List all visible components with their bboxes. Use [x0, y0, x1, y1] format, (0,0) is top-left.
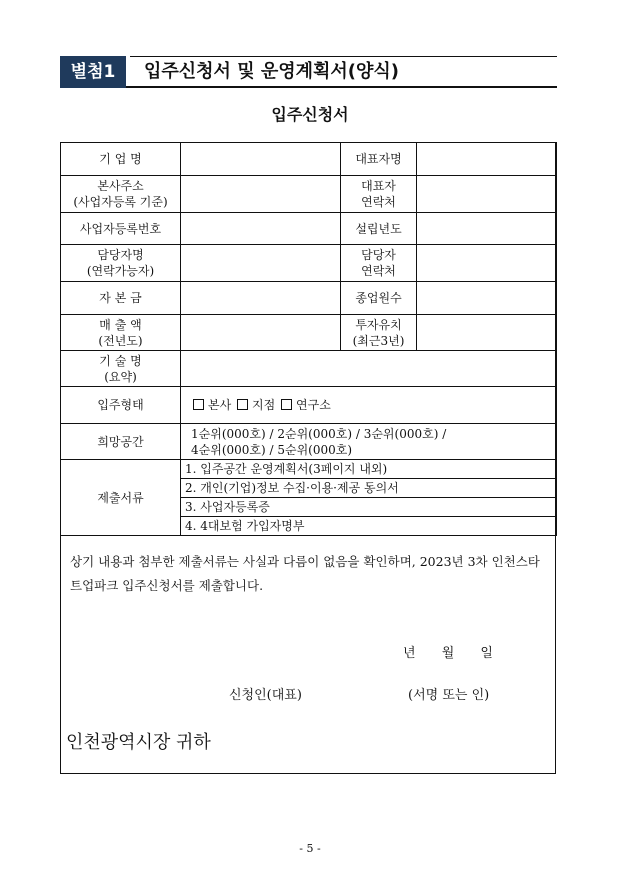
sales-field[interactable]	[181, 315, 341, 351]
employees-field[interactable]	[417, 282, 557, 315]
attachment-badge: 별첨1	[60, 56, 126, 88]
doc-item-1: 1. 입주공간 운영계획서(3페이지 내외)	[181, 460, 556, 479]
signature-label: (서명 또는 인)	[408, 688, 490, 703]
section-title: 입주신청서 및 운영계획서(양식)	[144, 61, 400, 82]
sales-label	[61, 315, 181, 351]
hq-address-label	[61, 176, 181, 213]
ceo-name-label: 대표자명	[341, 143, 417, 176]
date-line: 년 월 일	[403, 646, 493, 661]
option-hq-label: 본사	[208, 398, 232, 412]
tech-name-field[interactable]	[181, 351, 557, 387]
confirmation-statement: 상기 내용과 첨부한 제출서류는 사실과 다름이 없음을 확인하며, 2023년 3차 인천스타트업파크 입주신청서를 제출합니다.	[70, 554, 540, 593]
submission-docs-label: 제출서류	[61, 460, 181, 536]
header-top-rule	[130, 56, 557, 57]
ceo-name-field[interactable]	[417, 143, 557, 176]
doc-item-4: 4. 4대보험 가입자명부	[185, 519, 305, 533]
checkbox-lab[interactable]	[281, 399, 292, 410]
applicant-label: 신청인(대표)	[229, 688, 302, 703]
header-bottom-rule	[60, 86, 557, 88]
capital-field[interactable]	[181, 282, 341, 315]
residency-type-options	[181, 387, 557, 424]
contact-person-label-line2: (연락가능자)	[86, 264, 155, 278]
residency-type-label: 입주형태	[61, 387, 181, 424]
preferred-space-line2: 4순위(000호) / 5순위(000호)	[191, 442, 353, 457]
preferred-space-line1: 1순위(000호) / 2순위(000호) / 3순위(000호) /	[191, 426, 447, 441]
capital-label: 자 본 금	[61, 282, 181, 315]
application-form-table	[60, 142, 557, 536]
investment-field[interactable]	[417, 315, 557, 351]
employees-label: 종업원수	[341, 282, 417, 315]
contact-person-phone-field[interactable]	[417, 245, 557, 282]
ceo-contact-field[interactable]	[417, 176, 557, 213]
contact-person-field[interactable]	[181, 245, 341, 282]
founded-year-field[interactable]	[417, 213, 557, 245]
checkbox-branch[interactable]	[237, 399, 248, 410]
hq-address-field[interactable]	[181, 176, 341, 213]
ceo-contact-label-line2: 연락처	[361, 195, 396, 209]
ceo-contact-label-line1: 대표자	[361, 179, 396, 193]
sales-label-line2: (전년도)	[98, 333, 143, 348]
company-name-label: 기 업 명	[61, 143, 181, 176]
page-number: - 5 -	[299, 842, 321, 855]
section-header	[60, 56, 557, 88]
contact-person-phone-label-line1: 담당자	[361, 248, 396, 262]
sales-label-line1: 매 출 액	[99, 317, 142, 332]
option-lab-label: 연구소	[296, 398, 331, 412]
option-branch-label: 지점	[252, 398, 276, 412]
preferred-space-field[interactable]	[181, 424, 557, 460]
tech-name-label-line2: (요약)	[104, 369, 137, 384]
preferred-space-label: 희망공간	[61, 424, 181, 460]
contact-person-label-line1: 담당자명	[97, 248, 144, 262]
doc-item-3: 3. 사업자등록증	[181, 498, 556, 517]
hq-address-label-line2: (사업자등록 기준)	[73, 195, 168, 209]
hq-address-label-line1: 본사주소	[97, 179, 144, 193]
investment-label-line1: 투자유치	[355, 317, 402, 332]
investment-label	[341, 315, 417, 351]
biz-reg-no-field[interactable]	[181, 213, 341, 245]
document-title: 입주신청서	[271, 105, 349, 124]
founded-year-label: 설립년도	[341, 213, 417, 245]
contact-person-phone-label	[341, 245, 417, 282]
addressee: 인천광역시장 귀하	[66, 732, 211, 753]
contact-person-label	[61, 245, 181, 282]
submission-docs-list	[181, 460, 557, 536]
checkbox-hq[interactable]	[193, 399, 204, 410]
investment-label-line2: (최근3년)	[352, 333, 405, 348]
doc-item-2: 2. 개인(기업)정보 수집·이용·제공 동의서	[181, 479, 556, 498]
biz-reg-no-label: 사업자등록번호	[61, 213, 181, 245]
ceo-contact-label	[341, 176, 417, 213]
tech-name-label-line1: 기 술 명	[99, 353, 142, 368]
company-name-field[interactable]	[181, 143, 341, 176]
contact-person-phone-label-line2: 연락처	[361, 264, 396, 278]
tech-name-label	[61, 351, 181, 387]
